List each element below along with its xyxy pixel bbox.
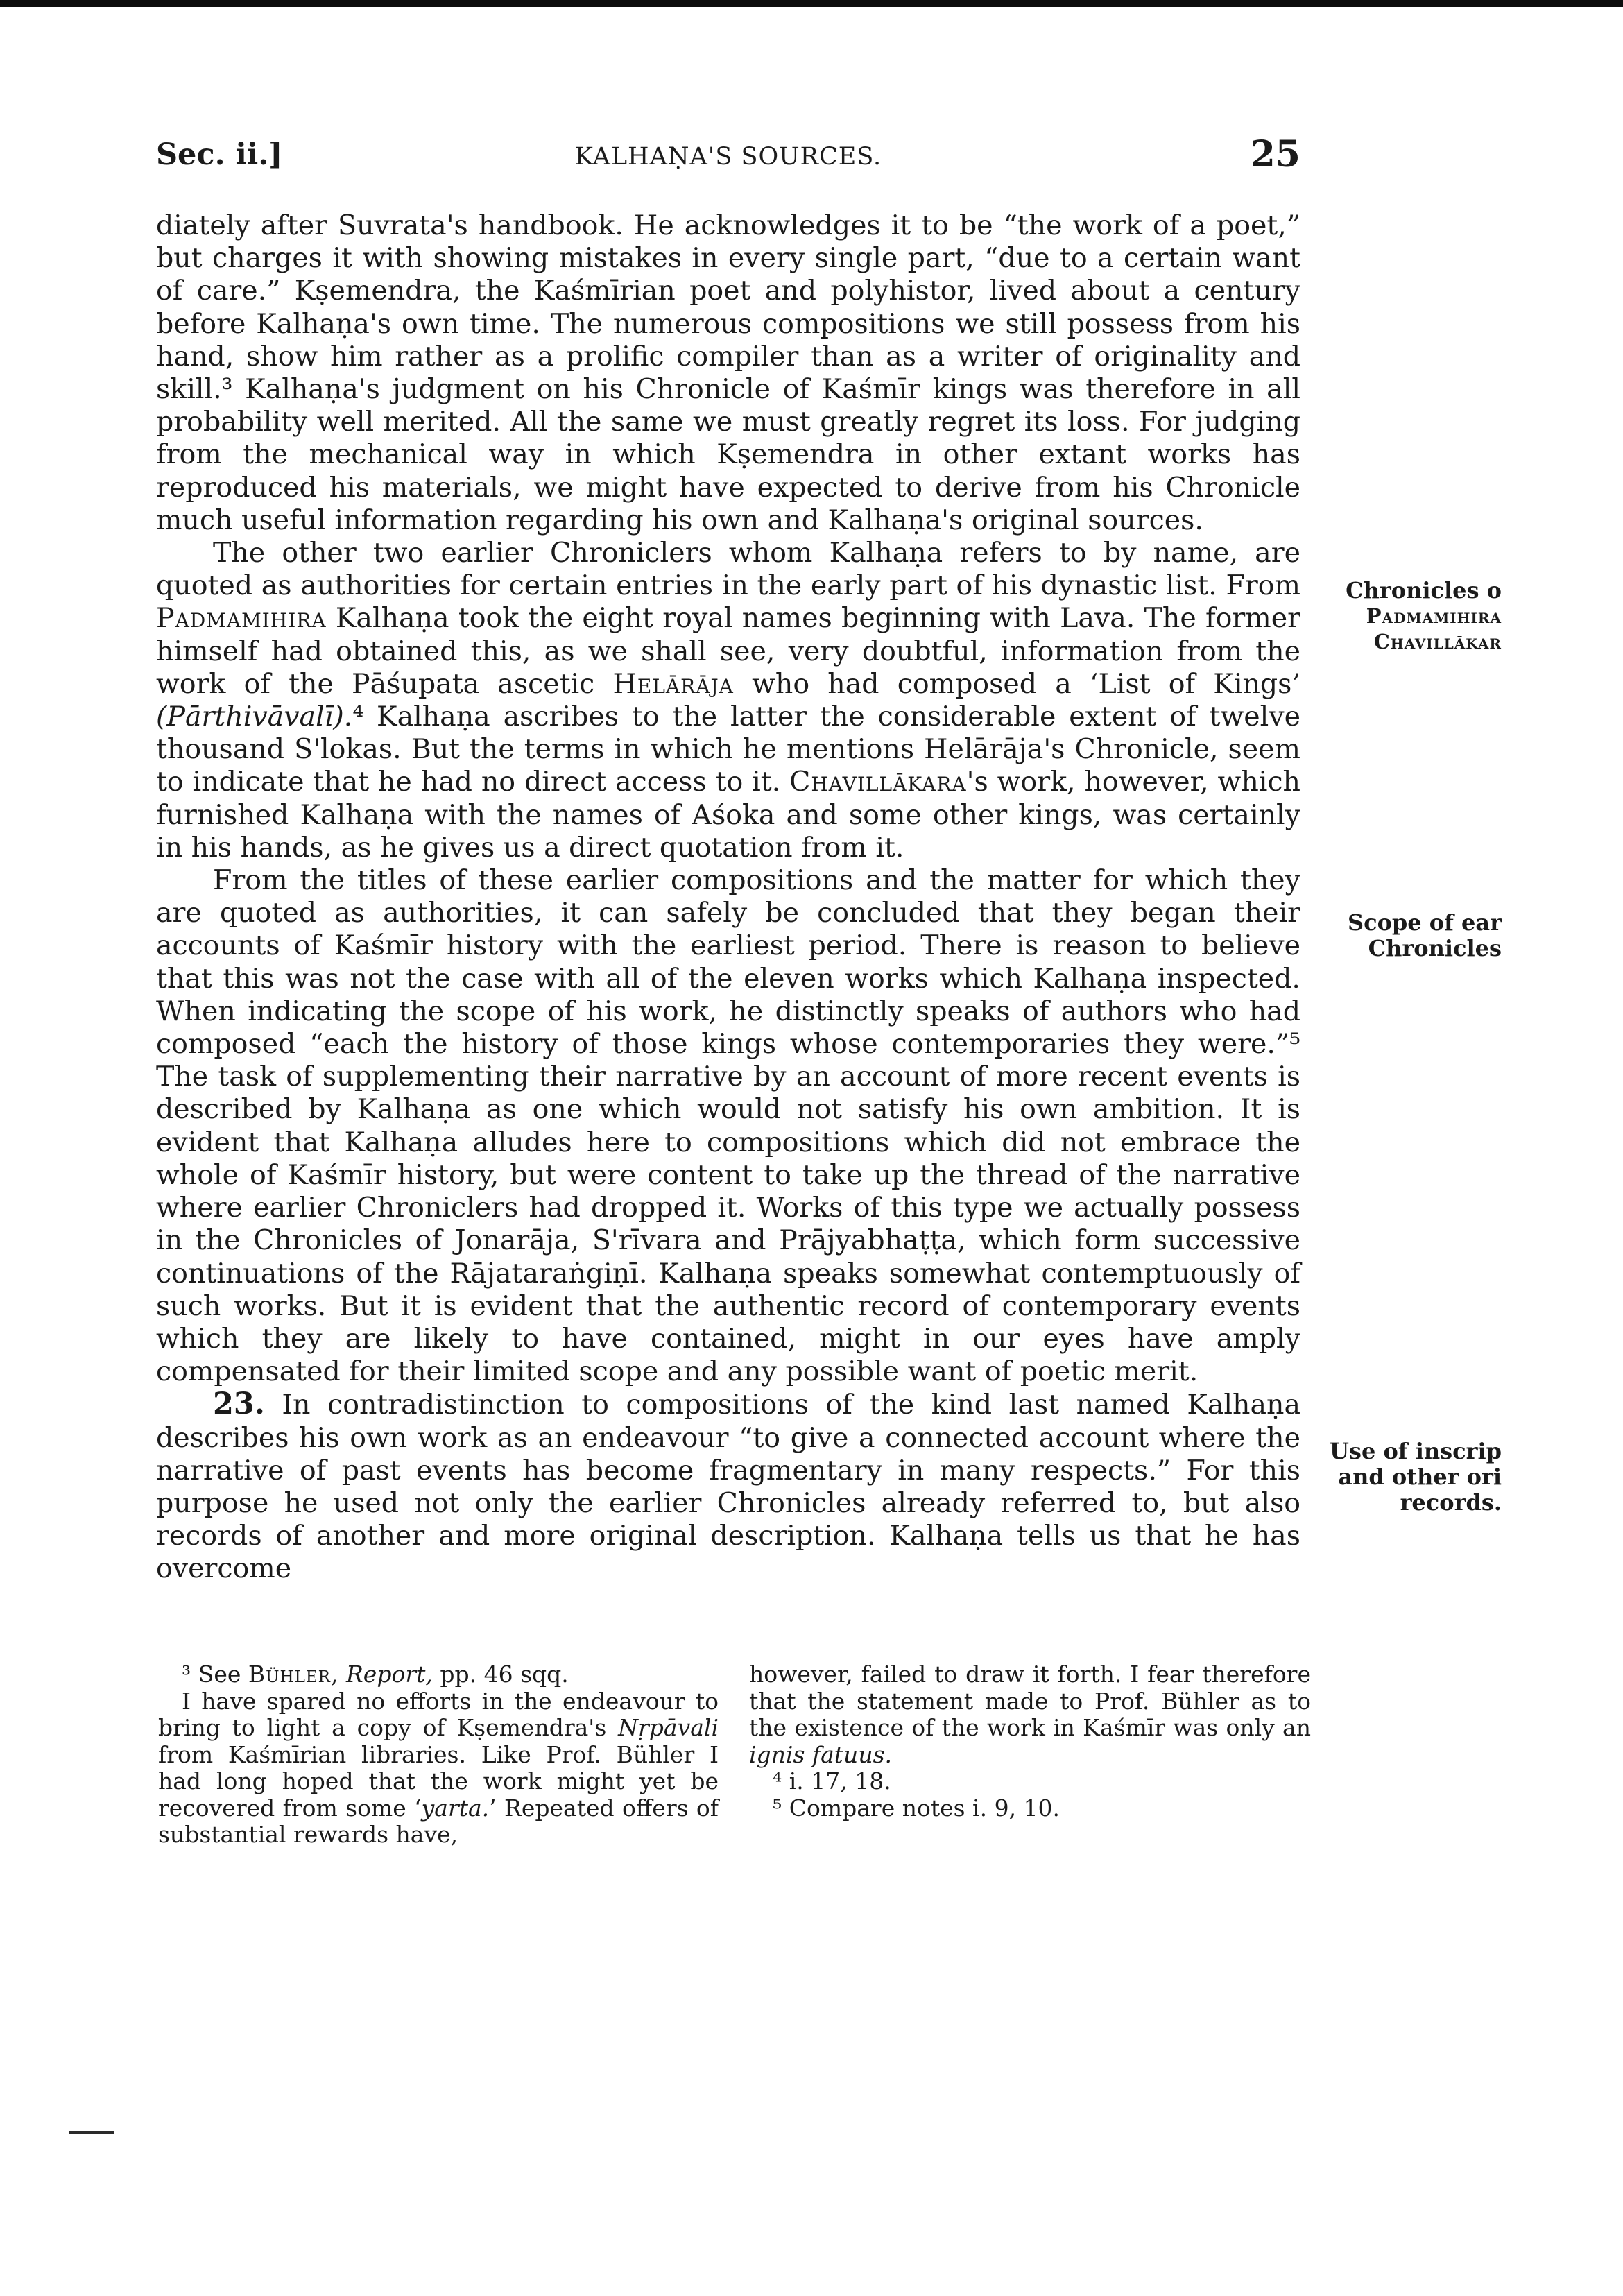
section-label: Sec. ii.] <box>156 137 283 172</box>
text-run: however, failed to draw it forth. I fear therefore that the statement made to Prof. Bühler as to the existence of the work in Kaśmīr was only an <box>749 1661 1311 1741</box>
footnotes-right <box>749 1661 1311 1822</box>
margin-note <box>1318 910 1502 961</box>
text-run: The other two earlier Chroniclers whom Kalhaṇa refers to by name, are quoted as authorities for certain entries in the early part of his dynastic list. From <box>156 537 1300 602</box>
margin-note-line: Chronicles <box>1368 935 1502 961</box>
term: yarta. <box>421 1794 490 1822</box>
text-run: ’ Repeated offers of substantial rewards have, <box>158 1794 719 1848</box>
margin-note-line: Scope of ear <box>1347 909 1502 936</box>
page-number: 25 <box>1250 133 1300 175</box>
paragraph: From the titles of these earlier compositions and the matter for which they are quoted as authorities, it can safely be concluded that they began their accounts of Kaśmīr history with the earliest period. There is reason to believe that this was not the case with all of the eleven works which Kalhaṇa inspected. When indicating the scope of his work, he distinctly speaks of authors who had composed “each the history of those kings whose contemporaries they were.”⁵ The task of supplementing their narrative by an account of more recent events is described by Kalhaṇa as one which would not satisfy his own ambition. It is evident that Kalhaṇa alludes here to compositions which did not embrace the whole of Kaśmīr history, but were content to take up the thread of the narrative where earlier Chroniclers had dropped it. Works of this type we actually possess in the Chronicles of Jonarāja, S'rīvara and Prājyabhaṭṭa, which form successive continuations of the Rājataraṅgiṇī. Kalhaṇa speaks somewhat contemptuously of such works. But it is evident that the authentic record of contemporary events which they are likely to have contained, might in our eyes have amply compensated for their limited scope and any possible want of poetic merit. <box>156 864 1300 1388</box>
paragraph <box>156 1388 1300 1585</box>
margin-note <box>1318 578 1502 655</box>
footnote: ⁴ i. 17, 18. <box>773 1767 891 1794</box>
margin-note-line: Padmamihira <box>1366 604 1502 628</box>
proper-name: Padmamihira <box>156 602 327 635</box>
margin-note-line: Use of inscrip <box>1330 1438 1502 1464</box>
footnote <box>158 1688 719 1849</box>
author-name: Bühler, <box>248 1661 339 1688</box>
text-run: ⁴ Kalhaṇa ascribes to the latter the considerable extent of twelve thousand S'lokas. But the terms in which he mentions Helārāja's Chronicle, seem to indicate that he had no direct access to it. <box>156 701 1300 798</box>
running-title: KALHAṆA'S SOURCES. <box>574 143 882 171</box>
proper-name: Helārāja <box>612 667 734 700</box>
paragraph <box>156 537 1300 864</box>
footnote <box>749 1661 1311 1768</box>
term: ignis fatuus. <box>749 1740 892 1768</box>
text-run: Kalhaṇa took the eight royal names beginning with Lava. The former himself had obtained this, as we shall see, very doubtful, information from the work of the Pāśupata ascetic <box>156 602 1300 700</box>
top-edge-rule <box>0 0 1623 7</box>
margin-note-line: records. <box>1400 1489 1502 1516</box>
text-run: I have spared no efforts in the endeavour to bring to light a copy of Kṣemendra's <box>158 1687 719 1741</box>
work-title: Nṛpāvali <box>618 1714 719 1741</box>
margin-note-line: and other ori <box>1338 1464 1502 1490</box>
margin-note <box>1318 1439 1502 1516</box>
work-title: (Pārthivāvalī). <box>156 701 353 733</box>
work-title: Report, <box>345 1661 433 1688</box>
text-run: from Kaśmīrian libraries. Like Prof. Bühler I had long hoped that the work might yet be recovered from some ‘ <box>158 1740 719 1822</box>
text-run: ³ See <box>182 1661 241 1688</box>
proper-name: Chavillākara <box>789 766 967 798</box>
text-run: 's work, however, which furnished Kalhaṇa with the names of Aśoka and some other kings, was certainly in his hands, as he gives us a direct quotation from it. <box>156 766 1300 864</box>
footnote: ⁵ Compare notes i. 9, 10. <box>773 1794 1060 1822</box>
footnotes-left <box>158 1661 719 1849</box>
section-number: 23. <box>213 1387 265 1422</box>
main-text <box>156 209 1300 1586</box>
scan-mark <box>69 2131 114 2134</box>
margin-note-line: Chavillākar <box>1373 630 1502 653</box>
paragraph: diately after Suvrata's handbook. He acknowledges it to be “the work of a poet,” but charges it with showing mistakes in every single part, “due to a certain want of care.” Kṣemendra, the Kaśmīrian poet and polyhistor, lived about a century before Kalhaṇa's own time. The numerous compositions we still possess from his hand, show him rather as a prolific compiler than as a writer of originality and skill.³ Kalhaṇa's judgment on his Chronicle of Kaśmīr kings was therefore in all probability well merited. All the same we must greatly regret its loss. For judging from the mechanical way in which Kṣemendra in other extant works has reproduced his materials, we might have expected to derive from his Chronicle much useful information regarding his own and Kalhaṇa's original sources. <box>156 209 1300 536</box>
text-run: In contradistinction to compositions of the kind last named Kalhaṇa describes his own work as an endeavour “to give a connected account where the narrative of past events has become fragmentary in many respects.” For this purpose he used not only the earlier Chronicles already referred to, but also records of another and more original description. Kalhaṇa tells us that he has overcome <box>156 1389 1300 1585</box>
text-run: who had composed a ‘List of Kings’ <box>752 667 1301 700</box>
text-run: pp. 46 sqq. <box>440 1661 569 1688</box>
margin-note-line: Chronicles o <box>1346 577 1502 603</box>
running-header <box>156 133 1300 186</box>
footnote <box>158 1661 719 1688</box>
